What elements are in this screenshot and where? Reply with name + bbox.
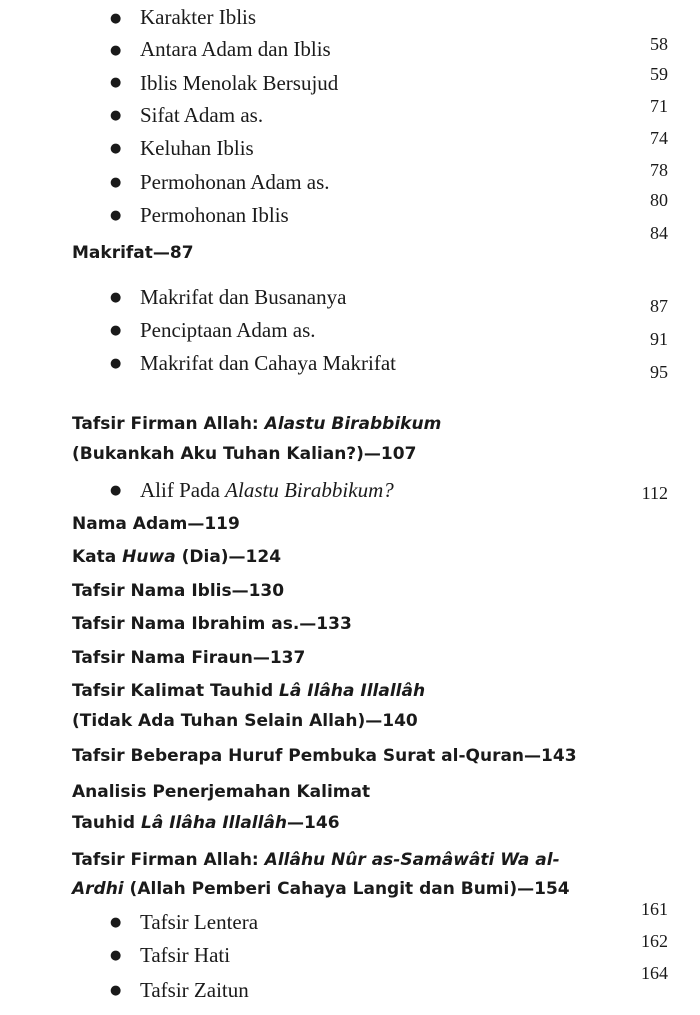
- bullet: ●: [110, 483, 122, 498]
- entry-text: Kata: [72, 547, 123, 567]
- bullet: ●: [110, 175, 122, 190]
- entry-text: Tafsir Kalimat Tauhid: [72, 681, 280, 701]
- toc-subentry[interactable]: [140, 475, 394, 505]
- toc-subentry[interactable]: Permohonan Adam as.: [140, 170, 330, 194]
- bullet: ●: [110, 43, 122, 58]
- entry-text-italic: Lâ Ilâha Illallâh: [279, 681, 426, 701]
- entry-text: Tauhid: [72, 813, 141, 833]
- page-number: 162: [641, 931, 668, 951]
- toc-subentry[interactable]: Permohonan Iblis: [140, 203, 289, 227]
- toc-entry[interactable]: Analisis Penerjemahan Kalimat: [72, 782, 371, 802]
- page-number: 87: [650, 296, 668, 316]
- toc-subentry[interactable]: Iblis Menolak Bersujud: [140, 71, 339, 95]
- toc-entry[interactable]: Nama Adam—119: [72, 514, 240, 534]
- page-number: 91: [650, 329, 668, 349]
- bullet: ●: [110, 208, 122, 223]
- page-number: 78: [650, 160, 668, 180]
- toc-entry-continuation[interactable]: [72, 874, 570, 904]
- toc-subentry[interactable]: Makrifat dan Cahaya Makrifat: [140, 351, 396, 375]
- page-number: 84: [650, 223, 668, 243]
- toc-entry[interactable]: [72, 409, 441, 439]
- bullet: ●: [110, 915, 122, 930]
- entry-text-italic: Alastu Birabbikum: [264, 414, 442, 434]
- page-number: 58: [650, 34, 668, 54]
- bullet: ●: [110, 290, 122, 305]
- bullet: ●: [110, 983, 122, 998]
- toc-entry[interactable]: [72, 542, 281, 572]
- toc-subentry[interactable]: Tafsir Zaitun: [140, 978, 249, 1002]
- toc-entry-continuation[interactable]: (Bukankah Aku Tuhan Kalian?)—107: [72, 444, 417, 464]
- bullet: ●: [110, 948, 122, 963]
- toc-subentry[interactable]: Tafsir Hati: [140, 943, 231, 967]
- toc-entry[interactable]: Tafsir Nama Ibrahim as.—133: [72, 614, 352, 634]
- bullet: ●: [110, 141, 122, 156]
- toc-subentry[interactable]: Sifat Adam as.: [140, 103, 264, 127]
- page-number: 161: [641, 899, 668, 919]
- page-number: 95: [650, 362, 668, 382]
- page-number: 164: [641, 963, 668, 983]
- toc-entry[interactable]: Tafsir Nama Firaun—137: [72, 648, 306, 668]
- toc-entry-continuation[interactable]: (Tidak Ada Tuhan Selain Allah)—140: [72, 711, 418, 731]
- entry-text: (Dia)—124: [175, 547, 282, 567]
- page-number: 59: [650, 64, 668, 84]
- toc-subentry[interactable]: Karakter Iblis: [140, 5, 257, 29]
- entry-text-italic: Alastu Birabbikum?: [225, 478, 394, 502]
- entry-text-italic: Allâhu Nûr as-Samâwâti Wa al-: [264, 850, 560, 870]
- toc-subentry[interactable]: Makrifat dan Busananya: [140, 285, 347, 309]
- toc-entry-continuation[interactable]: [72, 808, 340, 838]
- entry-text: Tafsir Firman Allah:: [72, 850, 265, 870]
- entry-text: (Allah Pemberi Cahaya Langit dan Bumi)—154: [123, 879, 570, 899]
- toc-entry[interactable]: Makrifat—87: [72, 243, 194, 263]
- entry-text: —146: [287, 813, 340, 833]
- toc-subentry[interactable]: Keluhan Iblis: [140, 136, 254, 160]
- bullet: ●: [110, 108, 122, 123]
- entry-text: Tafsir Firman Allah:: [72, 414, 265, 434]
- bullet: ●: [110, 11, 122, 26]
- toc-subentry[interactable]: Penciptaan Adam as.: [140, 318, 316, 342]
- entry-text-italic: Ardhi: [72, 879, 124, 899]
- page-number: 80: [650, 190, 668, 210]
- toc-subentry[interactable]: Tafsir Lentera: [140, 910, 259, 934]
- entry-text: Alif Pada: [140, 478, 226, 502]
- page-number: 74: [650, 128, 668, 148]
- toc-entry[interactable]: [72, 676, 425, 706]
- toc-entry[interactable]: Tafsir Beberapa Huruf Pembuka Surat al-Quran—143: [72, 746, 577, 766]
- bullet: ●: [110, 75, 122, 90]
- toc-entry[interactable]: [72, 845, 560, 875]
- page-number: 71: [650, 96, 668, 116]
- bullet: ●: [110, 356, 122, 371]
- entry-text-italic: Lâ Ilâha Illallâh: [141, 813, 288, 833]
- page-number: 112: [641, 483, 668, 503]
- toc-entry[interactable]: Tafsir Nama Iblis—130: [72, 581, 285, 601]
- toc-subentry[interactable]: Antara Adam dan Iblis: [140, 37, 331, 61]
- entry-text-italic: Huwa: [122, 547, 176, 567]
- bullet: ●: [110, 323, 122, 338]
